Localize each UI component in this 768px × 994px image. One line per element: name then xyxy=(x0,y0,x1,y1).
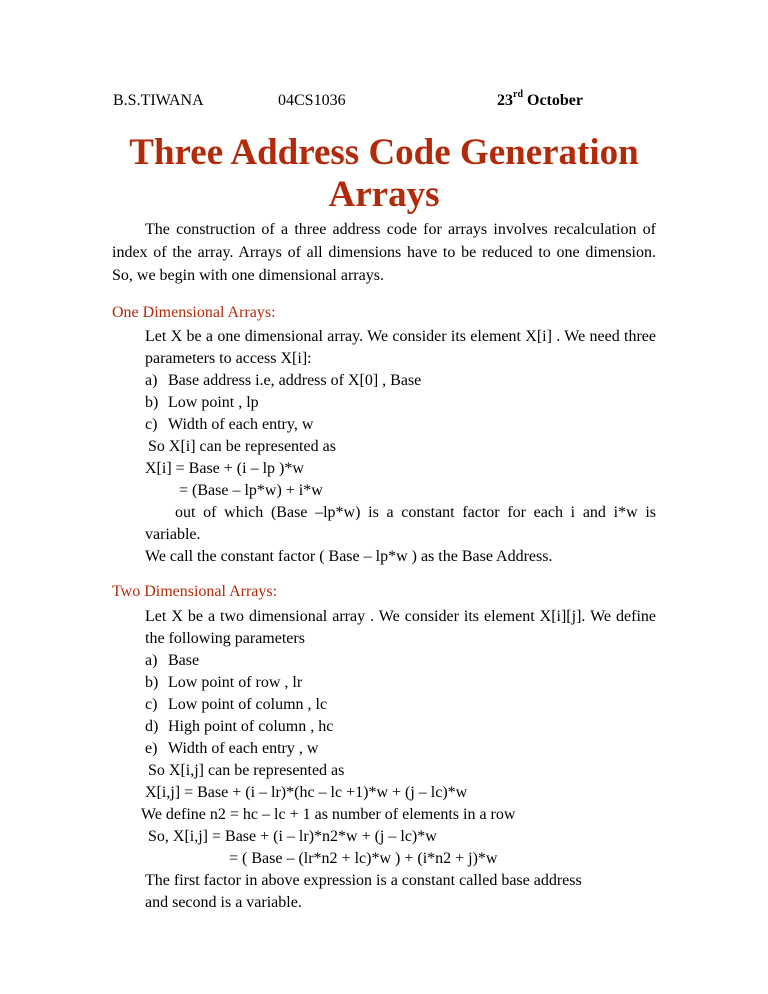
one-d-section xyxy=(145,326,656,568)
author-name: B.S.TIWANA xyxy=(113,92,204,109)
title-line-1: Three Address Code Generation xyxy=(129,132,639,173)
one-d-intro: Let X be a one dimensional array. We consider its element X[i] . We need three parameters to access X[i]: xyxy=(145,328,656,367)
two-d-intro: Let X be a two dimensional array . We consider its element X[i][j]. We define the following parameters xyxy=(145,608,656,647)
list-item: c) Low point of column , lc xyxy=(145,696,328,713)
list-item: b) Low point of row , lr xyxy=(145,674,303,691)
two-d-eq3: = ( Base – (lr*n2 + lc)*w ) + (i*n2 + j)*w xyxy=(229,850,498,867)
one-d-heading: One Dimensional Arrays: xyxy=(112,304,276,321)
list-item: c) Width of each entry, w xyxy=(145,416,314,433)
two-d-define: We define n2 = hc – lc + 1 as number of elements in a row xyxy=(141,806,516,823)
date-day: 23 xyxy=(497,92,513,109)
title-line-2: Arrays xyxy=(328,174,440,215)
intro-text: The construction of a three address code for arrays involves recalculation of index of the array. Arrays of all dimensions have to be reduced to one dimension. So, we begin with one dimensional arrays. xyxy=(112,221,656,284)
date xyxy=(497,89,583,110)
intro-paragraph xyxy=(112,218,656,287)
two-d-heading: Two Dimensional Arrays: xyxy=(112,583,278,600)
list-item: a) Base address i.e, address of X[0] , Base xyxy=(145,372,422,389)
date-month: October xyxy=(527,92,583,109)
two-d-explain-2: and second is a variable. xyxy=(145,894,302,911)
page-title xyxy=(0,132,768,216)
two-d-explain-1: The first factor in above expression is a constant called base address xyxy=(145,872,582,889)
list-item: b) Low point , lp xyxy=(145,394,259,411)
two-d-eq1: X[i,j] = Base + (i – lr)*(hc – lc +1)*w + (j – lc)*w xyxy=(145,784,468,801)
list-item: a) Base xyxy=(145,652,200,669)
two-d-section xyxy=(141,606,656,914)
one-d-eq1: X[i] = Base + (i – lp )*w xyxy=(145,460,304,477)
roll-number: 04CS1036 xyxy=(278,92,346,109)
one-d-eq2: = (Base – lp*w) + i*w xyxy=(179,482,323,499)
one-d-explain: out of which (Base –lp*w) is a constant factor for each i and i*w is variable. xyxy=(145,504,656,543)
date-suffix: rd xyxy=(513,89,523,100)
two-d-repr: So X[i,j] can be represented as xyxy=(148,762,345,779)
list-item: d) High point of column , hc xyxy=(145,718,334,735)
one-d-conclusion: We call the constant factor ( Base – lp*w ) as the Base Address. xyxy=(145,548,553,565)
two-d-eq2: So, X[i,j] = Base + (i – lr)*n2*w + (j – lc)*w xyxy=(148,828,437,845)
one-d-repr: So X[i] can be represented as xyxy=(148,438,336,455)
list-item: e) Width of each entry , w xyxy=(145,740,319,757)
